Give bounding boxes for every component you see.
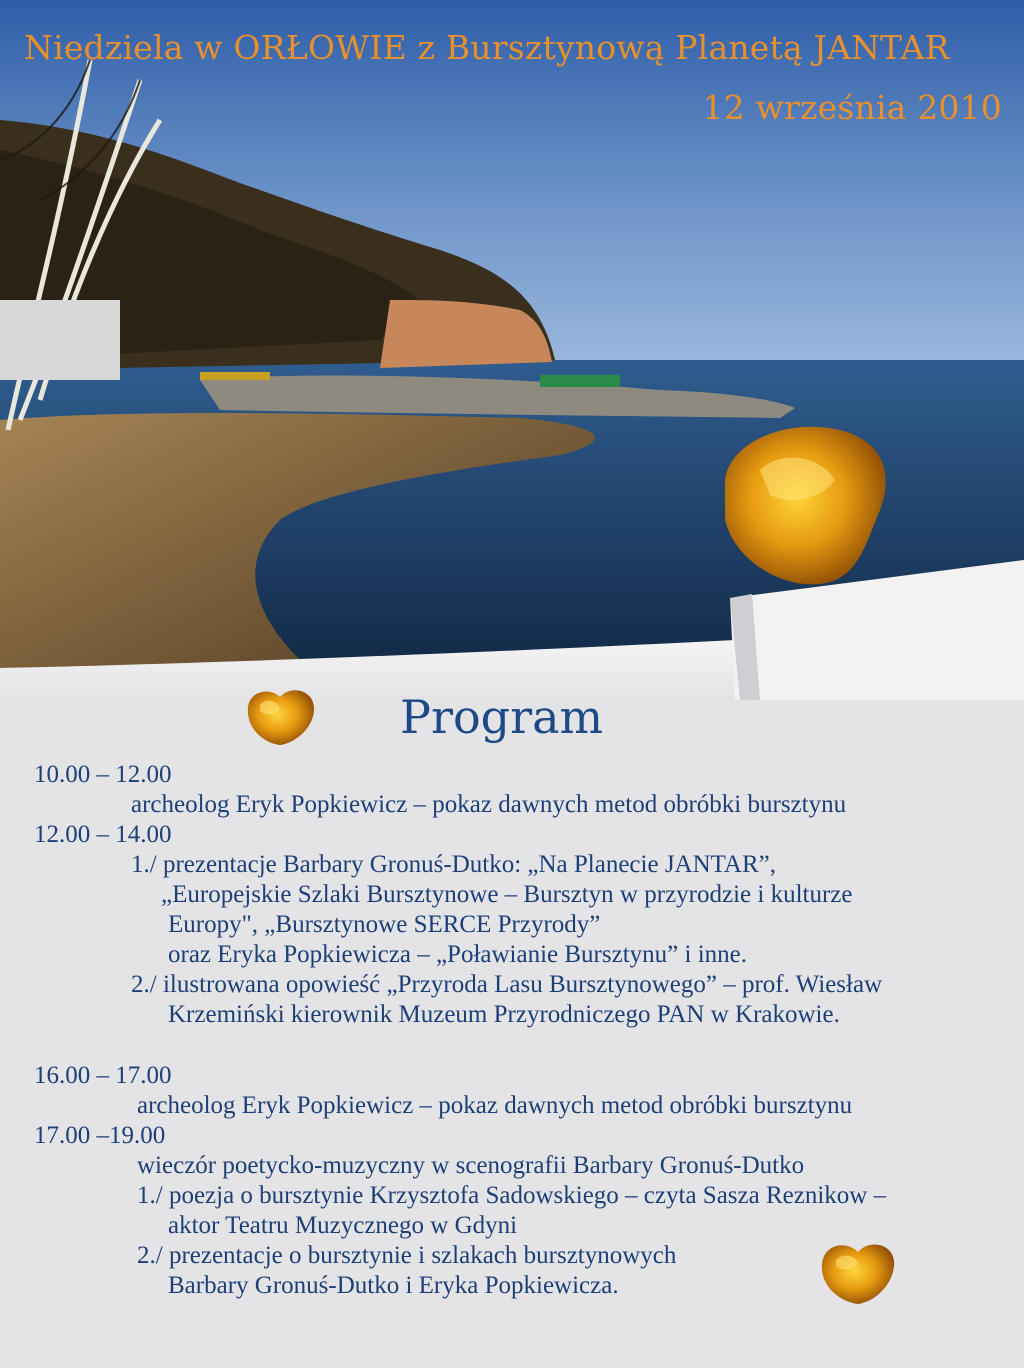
program-item: 1./ poezja o bursztynie Krzysztofa Sadowskiego – czyta Sasza Reznikow –: [137, 1182, 887, 1209]
program-item: Krzemiński kierownik Muzeum Przyrodniczego PAN w Krakowie.: [168, 1001, 840, 1028]
program-item: 2./ ilustrowana opowieść „Przyroda Lasu Bursztynowego” – prof. Wiesław: [131, 971, 883, 998]
program-time: 12.00 – 14.00: [34, 821, 172, 848]
amber-stone-icon: [818, 1238, 898, 1306]
program-item: archeolog Eryk Popkiewicz – pokaz dawnych metod obróbki bursztynu: [137, 1092, 853, 1119]
program-item: 2./ prezentacje o bursztynie i szlakach bursztynowych: [137, 1242, 677, 1269]
program-item: „Europejskie Szlaki Bursztynowe – Bursztyn w przyrodzie i kulturze: [161, 881, 853, 908]
program-time: 16.00 – 17.00: [34, 1062, 172, 1089]
program-time: 17.00 –19.00: [34, 1122, 166, 1149]
amber-stone-icon: [244, 685, 318, 747]
program-item: archeolog Eryk Popkiewicz – pokaz dawnych metod obróbki bursztynu: [131, 791, 847, 818]
program-item: wieczór poetycko-muzyczny w scenografii Barbary Gronuś-Dutko: [137, 1152, 805, 1179]
program-item: Europy", „Bursztynowe SERCE Przyrody”: [168, 911, 601, 938]
program-item: oraz Eryka Popkiewicza – „Poławianie Bursztynu” i inne.: [168, 941, 747, 968]
program-heading: Program: [400, 690, 604, 744]
event-date: 12 września 2010: [702, 88, 1002, 127]
program-item: aktor Teatru Muzycznego w Gdyni: [168, 1212, 518, 1239]
program-item: Barbary Gronuś-Dutko i Eryka Popkiewicza.: [168, 1272, 619, 1299]
event-title: Niedziela w ORŁOWIE z Bursztynową Planetą JANTAR: [24, 28, 950, 67]
program-time: 10.00 – 12.00: [34, 761, 172, 788]
program-item: 1./ prezentacje Barbary Gronuś-Dutko: „Na Planecie JANTAR”,: [131, 851, 776, 878]
